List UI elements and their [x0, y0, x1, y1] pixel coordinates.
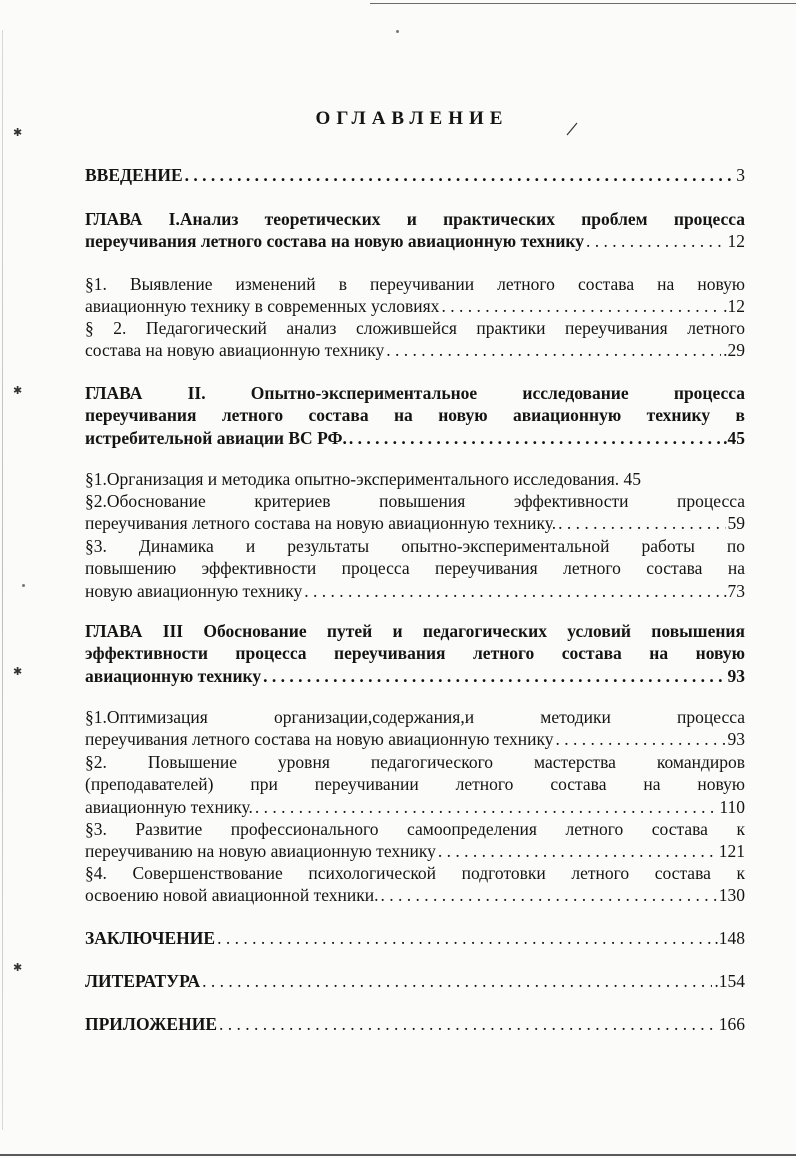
toc-entry-section-1-2: [85, 317, 745, 362]
scan-speck: [396, 30, 399, 33]
toc-entry-text: ГЛАВА III Обоснование путей и педагогических условий повышения: [85, 621, 745, 641]
toc-entry-text: § 2. Педагогический анализ сложившейся практики переучивания летного: [85, 318, 745, 338]
toc-entry-text: ГЛАВА I.Анализ теоретических и практических проблем процесса: [85, 209, 745, 229]
toc-entry-text: авиационную технику.: [85, 796, 253, 817]
toc-entry-text: §2.Обоснование критериев повышения эффективности процесса: [85, 491, 745, 511]
toc-entry-title: ПРИЛОЖЕНИЕ: [85, 1014, 218, 1034]
toc-entry-section-1-1: [85, 273, 745, 318]
toc-entry-text: ГЛАВА II. Опытно-экспериментальное исследование процесса: [85, 383, 745, 403]
dot-leader: [349, 427, 721, 449]
toc-entry-text: истребительной авиации ВС РФ.: [85, 427, 347, 448]
toc-entry-section-2-1: [85, 468, 745, 490]
toc-entry-title: ВВЕДЕНИЕ: [85, 165, 183, 185]
toc-entry-text: освоению новой авиационной техники.: [85, 885, 379, 906]
toc-entry-section-2-3: [85, 535, 745, 602]
toc-page-number: 12: [727, 231, 745, 252]
toc-page-number: .12: [723, 296, 745, 317]
toc-page-number: 93: [727, 729, 745, 750]
toc-entry-literature: [85, 970, 745, 992]
toc-entry-text: §2. Повышение уровня педагогического мастерства командиров: [85, 752, 745, 772]
toc-page-number: .45: [723, 427, 745, 448]
toc-page-number: .148: [714, 928, 745, 948]
toc-entry-text: состава на новую авиационную технику: [85, 340, 385, 361]
toc-entry-text: новую авиационную технику: [85, 580, 303, 601]
binder-hole-icon: ✱: [13, 962, 23, 974]
toc-entry-section-2-2: [85, 490, 745, 535]
dot-leader: [555, 728, 725, 750]
toc-page-number: 121: [718, 841, 745, 862]
toc-entry-text: §1.Организация и методика опытно-экспериментального исследования. 45: [85, 469, 642, 489]
toc-entry-appendix: [85, 1013, 745, 1035]
binder-hole-icon: ✱: [13, 127, 23, 139]
dot-leader: [185, 164, 735, 186]
dot-leader: [219, 1013, 717, 1035]
toc-page-number: 93: [727, 665, 745, 686]
toc-entry-text: авиационную технику в современных условиях: [85, 296, 440, 317]
toc-page-number: .154: [714, 971, 745, 991]
toc-entry-text: переучивания летного состава на новую авиационную технику: [85, 231, 584, 252]
dot-leader: [263, 665, 725, 687]
dot-leader: [202, 970, 712, 992]
toc-page-number: 110: [719, 796, 745, 817]
scan-top-edge: [370, 3, 796, 4]
toc-entry-text: переучивания летного состава на новую авиационную технику.: [85, 513, 557, 534]
toc-entry-text: §4. Совершенствование психологической подготовки летного состава к: [85, 863, 745, 883]
toc-entry-chapter-2: [85, 382, 745, 449]
toc-entry-text: авиационную технику: [85, 665, 262, 686]
toc-page-number: .29: [723, 340, 745, 361]
toc-entry-chapter-3: [85, 620, 745, 687]
toc-entry-chapter-1: [85, 208, 745, 253]
scan-speck: [22, 584, 25, 587]
toc-entry-conclusion: [85, 927, 745, 949]
toc-entry-text: переучивания летного состава на новую авиационную технику в: [85, 405, 745, 426]
toc-entry-section-3-2: [85, 751, 745, 818]
toc-entry-text: §3. Динамика и результаты опытно-экспериментальной работы по: [85, 536, 745, 556]
scan-left-edge: [2, 30, 3, 1130]
dot-leader: [217, 927, 712, 949]
toc-page-number: 130: [718, 885, 745, 906]
toc-page-number: .73: [723, 580, 745, 601]
toc-entry-text: §3. Развитие профессионального самоопределения летного состава к: [85, 819, 745, 839]
dot-leader: [438, 840, 717, 862]
toc-entry-text: переучивания летного состава на новую авиационную технику: [85, 729, 554, 750]
dot-leader: [558, 512, 725, 534]
toc-entry-section-3-4: [85, 862, 745, 907]
toc-entry-text: повышению эффективности процесса переучивания летного состава на: [85, 558, 745, 579]
toc-page-number: 166: [718, 1014, 745, 1034]
scan-bottom-edge: [0, 1154, 796, 1156]
toc-entry-text: переучиванию на новую авиационную технику: [85, 841, 436, 862]
toc-entry-text: §1. Выявление изменений в переучивании летного состава на новую: [85, 274, 745, 294]
dot-leader: [304, 580, 721, 602]
toc-page-number: 59: [727, 513, 745, 534]
binder-hole-icon: ✱: [13, 385, 23, 397]
toc-entry-title: ЗАКЛЮЧЕНИЕ: [85, 928, 216, 948]
toc-entry-title: ЛИТЕРАТУРА: [85, 971, 201, 991]
toc-entry-intro: [85, 164, 745, 186]
binder-hole-icon: ✱: [13, 666, 23, 678]
dot-leader: [386, 339, 721, 361]
page-title: ОГЛАВЛЕНИЕ: [315, 108, 509, 129]
toc-entry-section-3-1: [85, 706, 745, 751]
toc-entry-text: эффективности процесса переучивания летного состава на новую: [85, 643, 745, 664]
toc-entry-section-3-3: [85, 818, 745, 863]
dot-leader: [255, 796, 718, 818]
dot-leader: [381, 884, 717, 906]
dot-leader: [586, 230, 726, 252]
toc-entry-text: §1.Оптимизация организации,содержания,и методики процесса: [85, 707, 745, 727]
toc-page-number: 3: [736, 165, 745, 185]
toc-entry-text: (преподавателей) при переучивании летного состава на новую: [85, 774, 745, 795]
dot-leader: [441, 295, 721, 317]
